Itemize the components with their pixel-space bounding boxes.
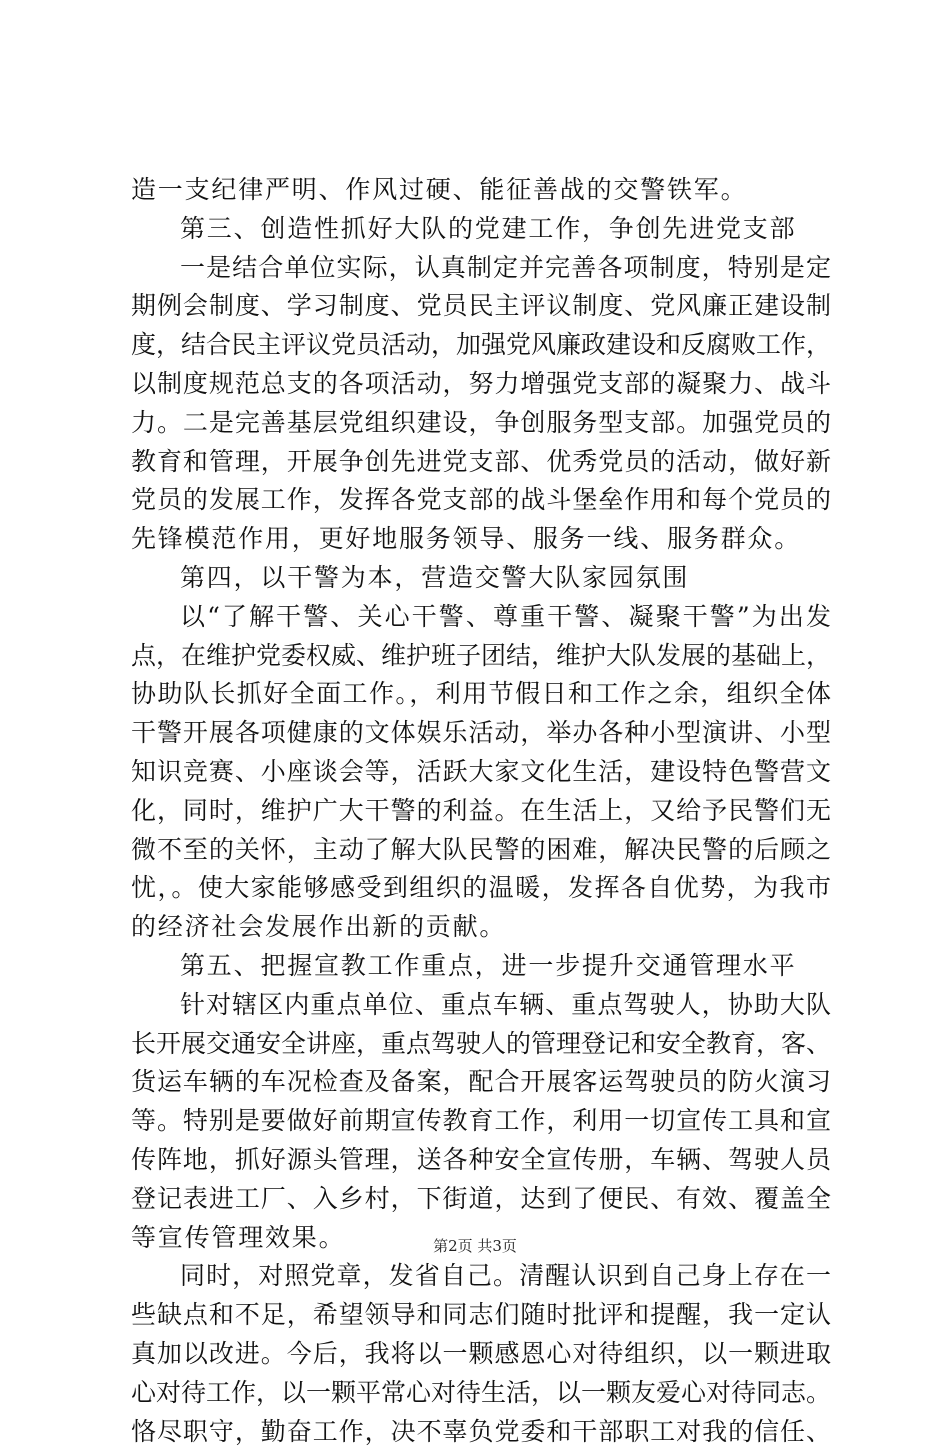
page-footer: 第2页 共3页 xyxy=(0,1236,950,1256)
text-line: 化，同时，维护广大干警的利益。在生活上，又给予民警们无 xyxy=(131,792,831,831)
text-line: 真加以改进。今后，我将以一颗感恩心对待组织，以一颗进取 xyxy=(131,1335,831,1374)
paragraph-start-line: 第五、把握宣教工作重点，进一步提升交通管理水平 xyxy=(131,947,831,986)
paragraph-start-line: 第三、创造性抓好大队的党建工作，争创先进党支部 xyxy=(131,210,831,249)
text-line: 点，在维护党委权威、维护班子团结，维护大队发展的基础上， xyxy=(131,637,831,676)
text-line: 造一支纪律严明、作风过硬、能征善战的交警铁军。 xyxy=(131,171,831,210)
text-line: 恪尽职守，勤奋工作，决不辜负党委和干部职工对我的信任、 xyxy=(131,1413,831,1451)
text-line: 度，结合民主评议党员活动，加强党风廉政建设和反腐败工作， xyxy=(131,326,831,365)
text-line: 货运车辆的车况检查及备案，配合开展客运驾驶员的防火演习 xyxy=(131,1063,831,1102)
paragraph-start-line: 以“了解干警、关心干警、尊重干警、凝聚干警”为出发 xyxy=(131,598,831,637)
text-line: 传阵地，抓好源头管理，送各种安全宣传册，车辆、驾驶人员 xyxy=(131,1141,831,1180)
paragraph-start-line: 同时，对照党章，发省自己。清醒认识到自己身上存在一 xyxy=(131,1257,831,1296)
text-line: 的经济社会发展作出新的贡献。 xyxy=(131,908,831,947)
text-line: 些缺点和不足，希望领导和同志们随时批评和提醒，我一定认 xyxy=(131,1296,831,1335)
text-line: 心对待工作，以一颗平常心对待生活，以一颗友爱心对待同志。 xyxy=(131,1374,831,1413)
text-line: 教育和管理，开展争创先进党支部、优秀党员的活动，做好新 xyxy=(131,443,831,482)
text-line: 先锋模范作用，更好地服务领导、服务一线、服务群众。 xyxy=(131,520,831,559)
text-line: 知识竞赛、小座谈会等，活跃大家文化生活，建设特色警营文 xyxy=(131,753,831,792)
paragraph-start-line: 针对辖区内重点单位、重点车辆、重点驾驶人，协助大队 xyxy=(131,986,831,1025)
text-line: 协助队长抓好全面工作。，利用节假日和工作之余，组织全体 xyxy=(131,675,831,714)
text-line: 干警开展各项健康的文体娱乐活动，举办各种小型演讲、小型 xyxy=(131,714,831,753)
document-body xyxy=(131,171,831,1451)
text-line: 以制度规范总支的各项活动，努力增强党支部的凝聚力、战斗 xyxy=(131,365,831,404)
text-line: 等。特别是要做好前期宣传教育工作，利用一切宣传工具和宣 xyxy=(131,1102,831,1141)
text-line: 忧，。使大家能够感受到组织的温暖，发挥各自优势，为我市 xyxy=(131,869,831,908)
text-line: 等宣传管理效果。 xyxy=(131,1219,831,1258)
text-line: 力。二是完善基层党组织建设，争创服务型支部。加强党员的 xyxy=(131,404,831,443)
text-line: 期例会制度、学习制度、党员民主评议制度、党风廉正建设制 xyxy=(131,287,831,326)
paragraph-start-line: 一是结合单位实际，认真制定并完善各项制度，特别是定 xyxy=(131,249,831,288)
text-line: 长开展交通安全讲座，重点驾驶人的管理登记和安全教育，客、 xyxy=(131,1025,831,1064)
paragraph-start-line: 第四，以干警为本，营造交警大队家园氛围 xyxy=(131,559,831,598)
text-line: 登记表进工厂、入乡村，下街道，达到了便民、有效、覆盖全 xyxy=(131,1180,831,1219)
text-line: 微不至的关怀，主动了解大队民警的困难，解决民警的后顾之 xyxy=(131,831,831,870)
text-line: 党员的发展工作，发挥各党支部的战斗堡垒作用和每个党员的 xyxy=(131,481,831,520)
